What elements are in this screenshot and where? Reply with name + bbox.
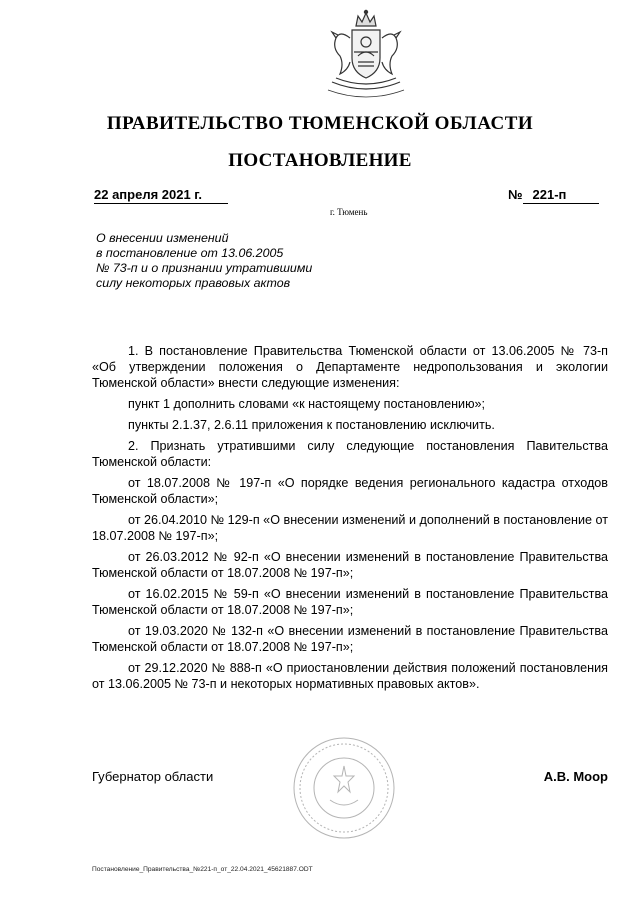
document-number <box>508 187 599 204</box>
subject-line: в постановление от 13.06.2005 <box>96 246 284 260</box>
number-value: 221-п <box>523 187 599 204</box>
paragraph: от 18.07.2008 № 197-п «О порядке ведения регионального кадастра отходов Тюменской области»; <box>92 476 608 506</box>
paragraph: от 19.03.2020 № 132-п «О внесении изменений в постановление Правительства Тюменской области от 18.07.2008 № 197-п»; <box>92 624 608 654</box>
document-type: ПОСТАНОВЛЕНИЕ <box>228 150 412 171</box>
document-body <box>92 343 608 697</box>
paragraph: от 26.03.2012 № 92-п «О внесении изменений в постановление Правительства Тюменской области от 18.07.2008 № 197-п»; <box>92 550 608 580</box>
paragraph: пункты 2.1.37, 2.6.11 приложения к постановлению исключить. <box>128 418 495 432</box>
document-date: 22 апреля 2021 г. <box>94 187 228 204</box>
number-label: № <box>508 187 523 202</box>
subject-line: № 73-п и о признании утратившими <box>96 261 313 275</box>
signatory-role: Губернатор области <box>92 769 214 784</box>
paragraph: от 16.02.2015 № 59-п «О внесении изменений в постановление Правительства Тюменской области от 18.07.2008 № 197-п»; <box>92 587 608 617</box>
document-subject <box>96 231 396 291</box>
paragraph: от 26.04.2010 № 129-п «О внесении изменений и дополнений в постановление от 18.07.2008 № 197-п»; <box>92 513 608 543</box>
paragraph: от 29.12.2020 № 888-п «О приостановлении действия положений постановления от 13.06.2005 № 73-п и некоторых нормативных правовых актов». <box>92 661 608 691</box>
coat-of-arms-icon <box>318 8 414 100</box>
seal-icon <box>292 736 396 840</box>
city: г. Тюмень <box>330 207 368 217</box>
signatory-name: А.В. Моор <box>543 769 608 784</box>
paragraph: 1. В постановление Правительства Тюменской области от 13.06.2005 № 73-п «Об утверждении положения о Департаменте недропользования и экологии Тюменской области» внести следующие изменения: <box>92 344 608 390</box>
subject-line: О внесении изменений <box>96 231 229 245</box>
paragraph: 2. Признать утратившими силу следующие постановления Павительства Тюменской области: <box>92 439 608 469</box>
footer-filename: Постановление_Правительства_№221-п_от_22.04.2021_45621887.ODT <box>92 866 313 873</box>
subject-line: силу некоторых правовых актов <box>96 276 291 290</box>
paragraph: пункт 1 дополнить словами «к настоящему постановлению»; <box>128 397 486 411</box>
government-title: ПРАВИТЕЛЬСТВО ТЮМЕНСКОЙ ОБЛАСТИ <box>106 113 534 134</box>
